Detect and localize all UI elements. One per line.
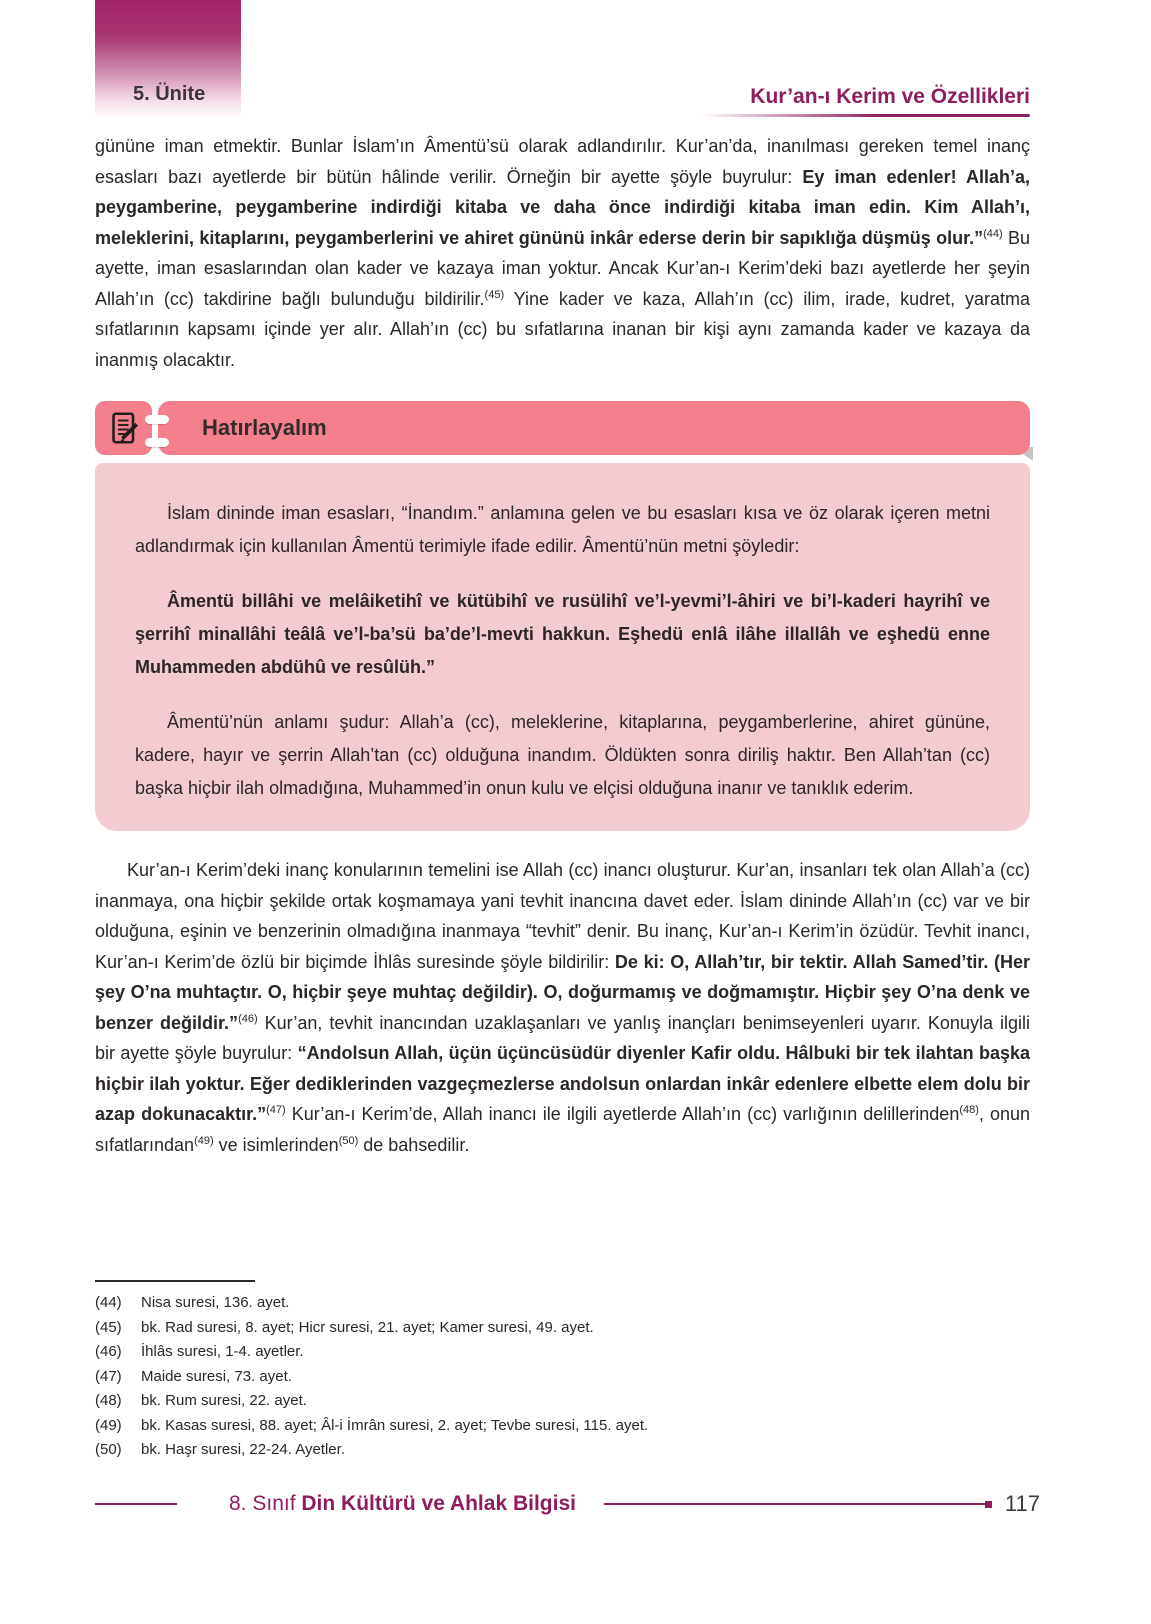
- footnote-item: [95, 1291, 1030, 1316]
- footnote-item: [95, 1340, 1030, 1365]
- remember-box: [95, 401, 1030, 831]
- footnote-text: Nisa suresi, 136. ayet.: [141, 1294, 290, 1311]
- body-paragraph-2: Kur’an-ı Kerim’deki inanç konularının temelini ise Allah (cc) inancı oluşturur. Kur’an, insanları tek olan Allah’a (cc) inanmaya, ona hiçbir şekilde ortak koşmamaya yani tevhit inancına davet eder. İslam dininde Allah’ın (cc) var ve bir olduğuna, eşinin ve benzerinin olmadığına inanmaya “tevhit” denir. Bu inanç, Kur’an-ı Kerim’in özüdür. Tevhit inancı, Kur’an-ı Kerim’de özlü bir biçimde İhlâs suresinde şöyle bildirilir: De ki: O, Allah’tır, bir tektir. Allah Samed’tir. (Her şey O’na muhtaçtır. O, hiçbir şeye muhtaç değildir). O, doğurmamış ve doğmamıştır. Hiçbir şey O’na denk ve benzer değildir.”$^{(46)}$ Kur’an, tevhit inancından uzaklaşanları ve yanlış inançları benimseyenleri uyarır. Konuyla ilgili bir ayette şöyle buyrulur: “Andolsun Allah, üçün üçüncüsüdür diyenler Kafir oldu. Hâlbuki bir tek ilahtan başka hiçbir ilah yoktur. Eğer dediklerinden vazgeçmezlerse andolsun onlardan inkâr edenlere elbette elem dolu bir azap dokunacaktır.”$^{(47)}$ Kur’an-ı Kerim’de, Allah inancı ile ilgili ayetlerde Allah’ın (cc) varlığının delillerinden$^{(48)}$, onun sıfatlarından$^{(49)}$ ve isimlerinden$^{(50)}$ de bahsedilir.: [95, 860, 1031, 1155]
- footnote-text: bk. Kasas suresi, 88. ayet; Âl-i İmrân suresi, 2. ayet; Tevbe suresi, 115. ayet.: [141, 1416, 649, 1434]
- remember-box-header: [95, 401, 1030, 455]
- footnote-number: (48): [95, 1392, 122, 1409]
- remember-paragraph-1: İslam dininde iman esasları, “İnandım.” anlamına gelen ve bu esasları kısa ve öz olarak içeren metni adlandırmak için kullanılan Âmentü terimiyle ifade edilir. Âmentü’nün metni şöyledir:: [135, 503, 990, 556]
- remember-paragraph-3: Âmentü’nün anlamı şudur: Allah’a (cc), meleklerine, kitaplarına, peygamberlerine, ahiret gününe, kadere, hayır ve şerrin Allah’tan (cc) olduğuna inandım. Öldükten sonra diriliş haktır. Ben Allah’tan (cc) başka hiçbir ilah olmadığına, Muhammed’in onun kulu ve elçisi olduğuna inanır ve tanıklık ederim.: [135, 712, 990, 798]
- footnote-item: [95, 1316, 1030, 1341]
- footnote-text: bk. Haşr suresi, 22-24. Ayetler.: [141, 1441, 345, 1458]
- footer-rule-left: [95, 1503, 177, 1505]
- footnote-number: (44): [95, 1294, 122, 1311]
- footer-dot: [985, 1501, 992, 1508]
- footnotes: [95, 1280, 1030, 1463]
- footnote-item: [95, 1365, 1030, 1390]
- footnote-number: (47): [95, 1367, 122, 1385]
- footnote-divider: [95, 1280, 255, 1282]
- note-icon-box: [95, 401, 152, 455]
- body-paragraph-1: gününe iman etmektir. Bunlar İslam’ın Âmentü’sü olarak adlandırılır. Kur’an’da, inanılması gereken temel inanç esasları bazı ayetlerde bir bütün hâlinde verilir. Örneğin bir ayette şöyle buyrulur: Ey iman edenler! Allah’a, peygamberine, peygamberine indirdiği kitaba ve daha önce indirdiği kitaba iman edin. Kim Allah’ı, meleklerini, kitaplarını, peygamberlerini ve ahiret gününü inkâr ederse derin bir sapıklığa düşmüş olur.”$^{(44)}$ Bu ayette, iman esaslarından olan kader ve kazaya iman yoktur. Ancak Kur’an-ı Kerim’deki bazı ayetlerde her şeyin Allah’ın (cc) takdirine bağlı bulunduğu bildirilir.$^{(45)}$ Yine kader ve kaza, Allah’ın (cc) ilim, irade, kudret, yaratma sıfatlarının kapsamı içinde yer alır. Allah’ın (cc) bu sıfatlarına inanan bir kişi aynı zamanda kader ve kazaya da inanmış olacaktır.: [95, 136, 1030, 370]
- footnote-item: [95, 1389, 1030, 1414]
- footer-course-label: [229, 1492, 576, 1516]
- footnote-number: (49): [95, 1416, 122, 1434]
- document-pen-icon: [106, 410, 142, 446]
- page-footer: [95, 1489, 1040, 1519]
- footnote-item: [95, 1438, 1030, 1463]
- remember-paragraph-2: Âmentü billâhi ve melâiketihî ve kütübihî ve rusülihî ve’l-yevmi’l-âhiri ve bi’l-kaderi hayrihî ve şerrihî minallâhi teâlâ ve’l-ba’sü ba’de’l-mevti hakkun. Eşhedü enlâ ilâhe illallâh ve eşhedü enne Muhammeden abdühû ve resûlüh.”: [135, 591, 990, 677]
- footnote-text: bk. Rad suresi, 8. ayet; Hicr suresi, 21. ayet; Kamer suresi, 49. ayet.: [141, 1318, 594, 1336]
- page-number: 117: [1004, 1491, 1040, 1516]
- remember-box-titlebar: [158, 401, 1030, 455]
- footer-course-name: Din Kültürü ve Ahlak Bilgisi: [301, 1492, 576, 1515]
- footnote-number: (45): [95, 1318, 122, 1336]
- footnote-item: [95, 1414, 1030, 1439]
- footnote-number: (46): [95, 1343, 122, 1360]
- footnote-text: İhlâs suresi, 1-4. ayetler.: [141, 1343, 304, 1360]
- unit-label: 5. Ünite: [133, 83, 206, 105]
- chapter-title-underline: [700, 114, 1030, 117]
- footnote-text: Maide suresi, 73. ayet.: [141, 1367, 292, 1385]
- footer-rule-right: [604, 1503, 985, 1505]
- chapter-title: Kur’an-ı Kerim ve Özellikleri: [750, 85, 1030, 108]
- binder-ring-icon: [145, 438, 169, 447]
- footnote-number: (50): [95, 1441, 122, 1458]
- binder-ring-icon: [145, 415, 169, 424]
- footnote-text: bk. Rum suresi, 22. ayet.: [141, 1392, 307, 1409]
- page-content: [95, 131, 1030, 1160]
- footer-grade: 8. Sınıf: [229, 1492, 302, 1515]
- remember-box-body: [95, 463, 1030, 831]
- unit-badge: [95, 0, 241, 118]
- remember-box-title: Hatırlayalım: [202, 415, 327, 440]
